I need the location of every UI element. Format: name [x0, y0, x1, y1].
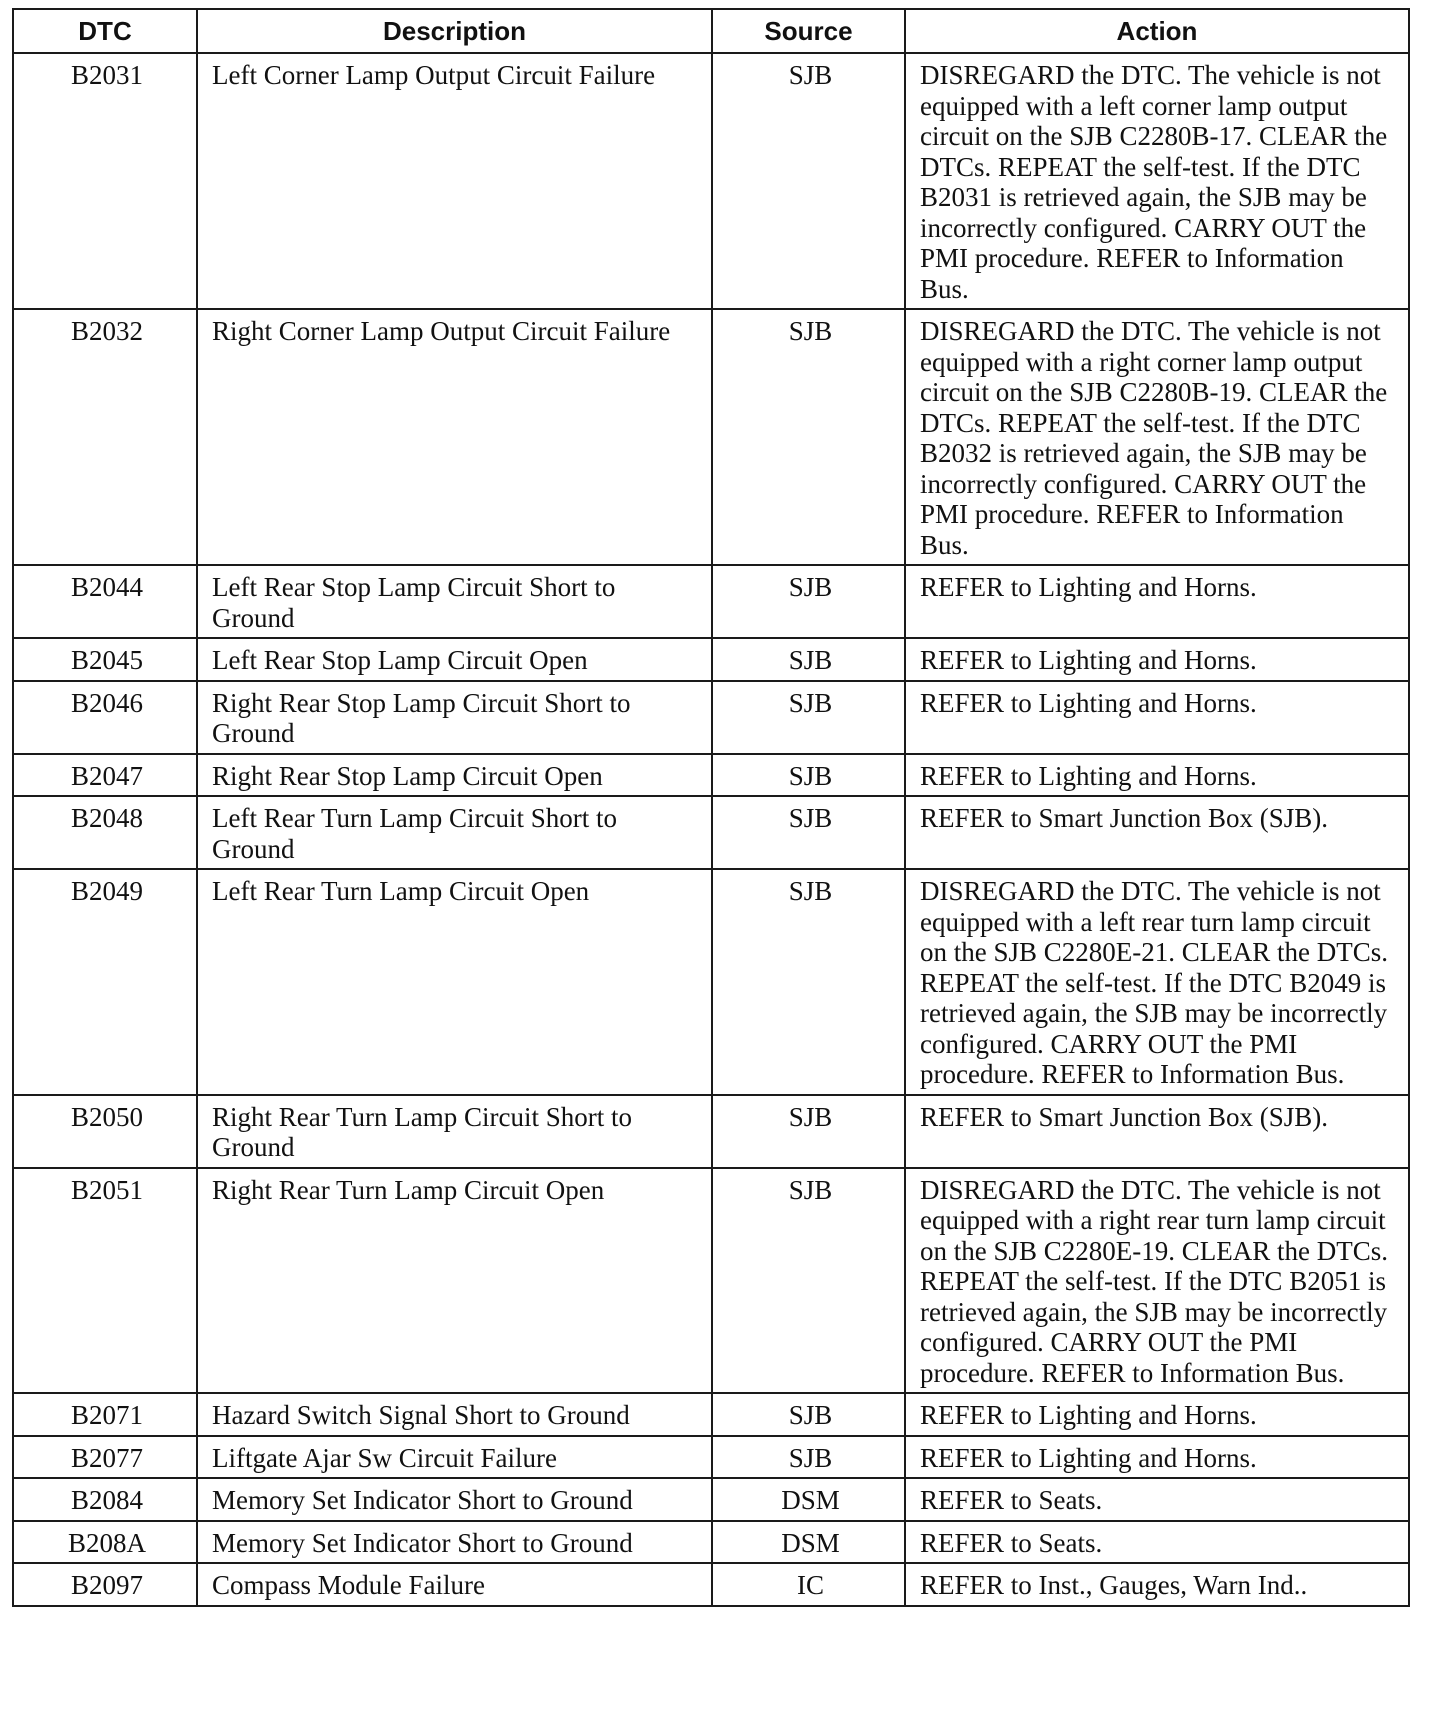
dtc-code: B2044: [13, 565, 197, 638]
dtc-code: B2047: [13, 754, 197, 797]
dtc-code: B2051: [13, 1168, 197, 1394]
dtc-action: REFER to Lighting and Horns.: [905, 638, 1409, 681]
dtc-description: Left Rear Turn Lamp Circuit Short to Ground: [197, 796, 712, 869]
dtc-action: REFER to Lighting and Horns.: [905, 1393, 1409, 1436]
dtc-code: B2046: [13, 681, 197, 754]
dtc-source: DSM: [712, 1521, 905, 1564]
dtc-description: Compass Module Failure: [197, 1563, 712, 1606]
table-row: [13, 1521, 1409, 1564]
table-row: [13, 1478, 1409, 1521]
dtc-action: DISREGARD the DTC. The vehicle is not equipped with a left corner lamp output circuit on the SJB C2280B-17. CLEAR the DTCs. REPEAT the self-test. If the DTC B2031 is retrieved again, the SJB may be incorrectly configured. CARRY OUT the PMI procedure. REFER to Information Bus.: [905, 53, 1409, 309]
dtc-source: SJB: [712, 754, 905, 797]
dtc-action: REFER to Smart Junction Box (SJB).: [905, 796, 1409, 869]
dtc-code: B208A: [13, 1521, 197, 1564]
header-source: Source: [712, 9, 905, 53]
dtc-description: Memory Set Indicator Short to Ground: [197, 1521, 712, 1564]
dtc-description: Right Rear Stop Lamp Circuit Short to Ground: [197, 681, 712, 754]
dtc-code: B2049: [13, 869, 197, 1095]
dtc-source: SJB: [712, 1393, 905, 1436]
dtc-action: DISREGARD the DTC. The vehicle is not equipped with a right rear turn lamp circuit on the SJB C2280E-19. CLEAR the DTCs. REPEAT the self-test. If the DTC B2051 is retrieved again, the SJB may be incorrectly configured. CARRY OUT the PMI procedure. REFER to Information Bus.: [905, 1168, 1409, 1394]
dtc-source: SJB: [712, 1436, 905, 1479]
dtc-action: REFER to Seats.: [905, 1478, 1409, 1521]
dtc-code: B2071: [13, 1393, 197, 1436]
dtc-description: Right Corner Lamp Output Circuit Failure: [197, 309, 712, 565]
dtc-action: REFER to Lighting and Horns.: [905, 565, 1409, 638]
dtc-source: SJB: [712, 681, 905, 754]
table-row: [13, 53, 1409, 309]
dtc-description: Hazard Switch Signal Short to Ground: [197, 1393, 712, 1436]
dtc-table: [12, 8, 1410, 1607]
dtc-description: Left Rear Stop Lamp Circuit Open: [197, 638, 712, 681]
table-row: [13, 1436, 1409, 1479]
dtc-source: SJB: [712, 869, 905, 1095]
dtc-description: Left Rear Stop Lamp Circuit Short to Ground: [197, 565, 712, 638]
table-header-row: [13, 9, 1409, 53]
dtc-action: REFER to Inst., Gauges, Warn Ind..: [905, 1563, 1409, 1606]
dtc-source: SJB: [712, 638, 905, 681]
dtc-code: B2084: [13, 1478, 197, 1521]
dtc-description: Right Rear Stop Lamp Circuit Open: [197, 754, 712, 797]
table-row: [13, 1393, 1409, 1436]
dtc-description: Left Corner Lamp Output Circuit Failure: [197, 53, 712, 309]
dtc-source: SJB: [712, 565, 905, 638]
dtc-action: REFER to Seats.: [905, 1521, 1409, 1564]
dtc-source: DSM: [712, 1478, 905, 1521]
dtc-code: B2077: [13, 1436, 197, 1479]
dtc-source: SJB: [712, 1095, 905, 1168]
dtc-description: Right Rear Turn Lamp Circuit Short to Ground: [197, 1095, 712, 1168]
header-dtc: DTC: [13, 9, 197, 53]
dtc-code: B2045: [13, 638, 197, 681]
dtc-code: B2050: [13, 1095, 197, 1168]
dtc-action: DISREGARD the DTC. The vehicle is not equipped with a right corner lamp output circuit on the SJB C2280B-19. CLEAR the DTCs. REPEAT the self-test. If the DTC B2032 is retrieved again, the SJB may be incorrectly configured. CARRY OUT the PMI procedure. REFER to Information Bus.: [905, 309, 1409, 565]
dtc-source: SJB: [712, 1168, 905, 1394]
table-row: [13, 869, 1409, 1095]
dtc-source: IC: [712, 1563, 905, 1606]
dtc-code: B2032: [13, 309, 197, 565]
dtc-description: Liftgate Ajar Sw Circuit Failure: [197, 1436, 712, 1479]
table-row: [13, 754, 1409, 797]
dtc-source: SJB: [712, 53, 905, 309]
dtc-table-page: [12, 8, 1408, 1607]
dtc-action: REFER to Lighting and Horns.: [905, 1436, 1409, 1479]
table-row: [13, 1563, 1409, 1606]
dtc-action: REFER to Lighting and Horns.: [905, 754, 1409, 797]
table-row: [13, 638, 1409, 681]
header-action: Action: [905, 9, 1409, 53]
dtc-code: B2048: [13, 796, 197, 869]
table-row: [13, 681, 1409, 754]
dtc-source: SJB: [712, 796, 905, 869]
dtc-source: SJB: [712, 309, 905, 565]
dtc-description: Right Rear Turn Lamp Circuit Open: [197, 1168, 712, 1394]
table-row: [13, 309, 1409, 565]
table-row: [13, 1095, 1409, 1168]
dtc-code: B2097: [13, 1563, 197, 1606]
dtc-description: Memory Set Indicator Short to Ground: [197, 1478, 712, 1521]
dtc-action: REFER to Smart Junction Box (SJB).: [905, 1095, 1409, 1168]
table-body: [13, 53, 1409, 1606]
dtc-action: REFER to Lighting and Horns.: [905, 681, 1409, 754]
table-row: [13, 1168, 1409, 1394]
dtc-action: DISREGARD the DTC. The vehicle is not equipped with a left rear turn lamp circuit on the SJB C2280E-21. CLEAR the DTCs. REPEAT the self-test. If the DTC B2049 is retrieved again, the SJB may be incorrectly configured. CARRY OUT the PMI procedure. REFER to Information Bus.: [905, 869, 1409, 1095]
header-description: Description: [197, 9, 712, 53]
table-row: [13, 796, 1409, 869]
dtc-code: B2031: [13, 53, 197, 309]
table-row: [13, 565, 1409, 638]
dtc-description: Left Rear Turn Lamp Circuit Open: [197, 869, 712, 1095]
